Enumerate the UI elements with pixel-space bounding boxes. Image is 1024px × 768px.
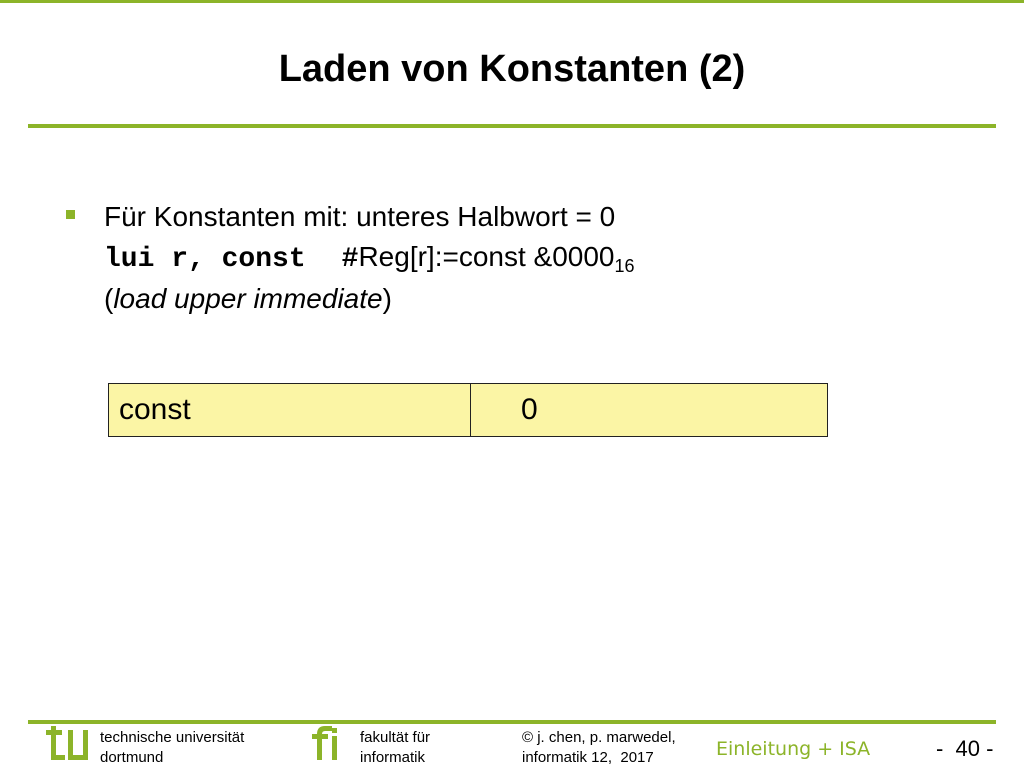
top-accent-line [0, 0, 1024, 3]
slide-title: Laden von Konstanten (2) [278, 48, 746, 90]
code-comment: Reg[r]:=const &0000 [358, 241, 615, 272]
register-upper-half: const [109, 384, 471, 436]
footer-university: technische universität dortmund [100, 729, 245, 766]
bullet-line-3 [104, 280, 392, 318]
tu-logo-icon [44, 724, 94, 764]
footer-copyright: © j. chen, p. marwedel, informatik 12, 2017 [522, 729, 676, 766]
comment-hash: # [341, 244, 359, 275]
paren-close: ) [382, 283, 392, 314]
register-lower-half: 0 [521, 393, 538, 426]
bullet-line-1: Für Konstanten mit: unteres Halbwort = 0 [104, 201, 616, 232]
footer-topic: Einleitung + ISA [716, 738, 871, 760]
paren-open: ( [104, 283, 114, 314]
instruction-name: load upper immediate [113, 283, 383, 314]
code-instruction: lui r, const [104, 244, 306, 275]
page-number: - 40 - [936, 736, 994, 761]
title-divider [28, 124, 996, 128]
bullet-line-2 [104, 238, 635, 285]
subscript-base: 16 [614, 256, 635, 276]
register-diagram [108, 383, 828, 437]
footer-divider [28, 720, 996, 724]
square-bullet-icon [66, 210, 75, 219]
fi-logo-icon [310, 724, 350, 764]
footer-faculty: fakultät für informatik [360, 729, 431, 766]
